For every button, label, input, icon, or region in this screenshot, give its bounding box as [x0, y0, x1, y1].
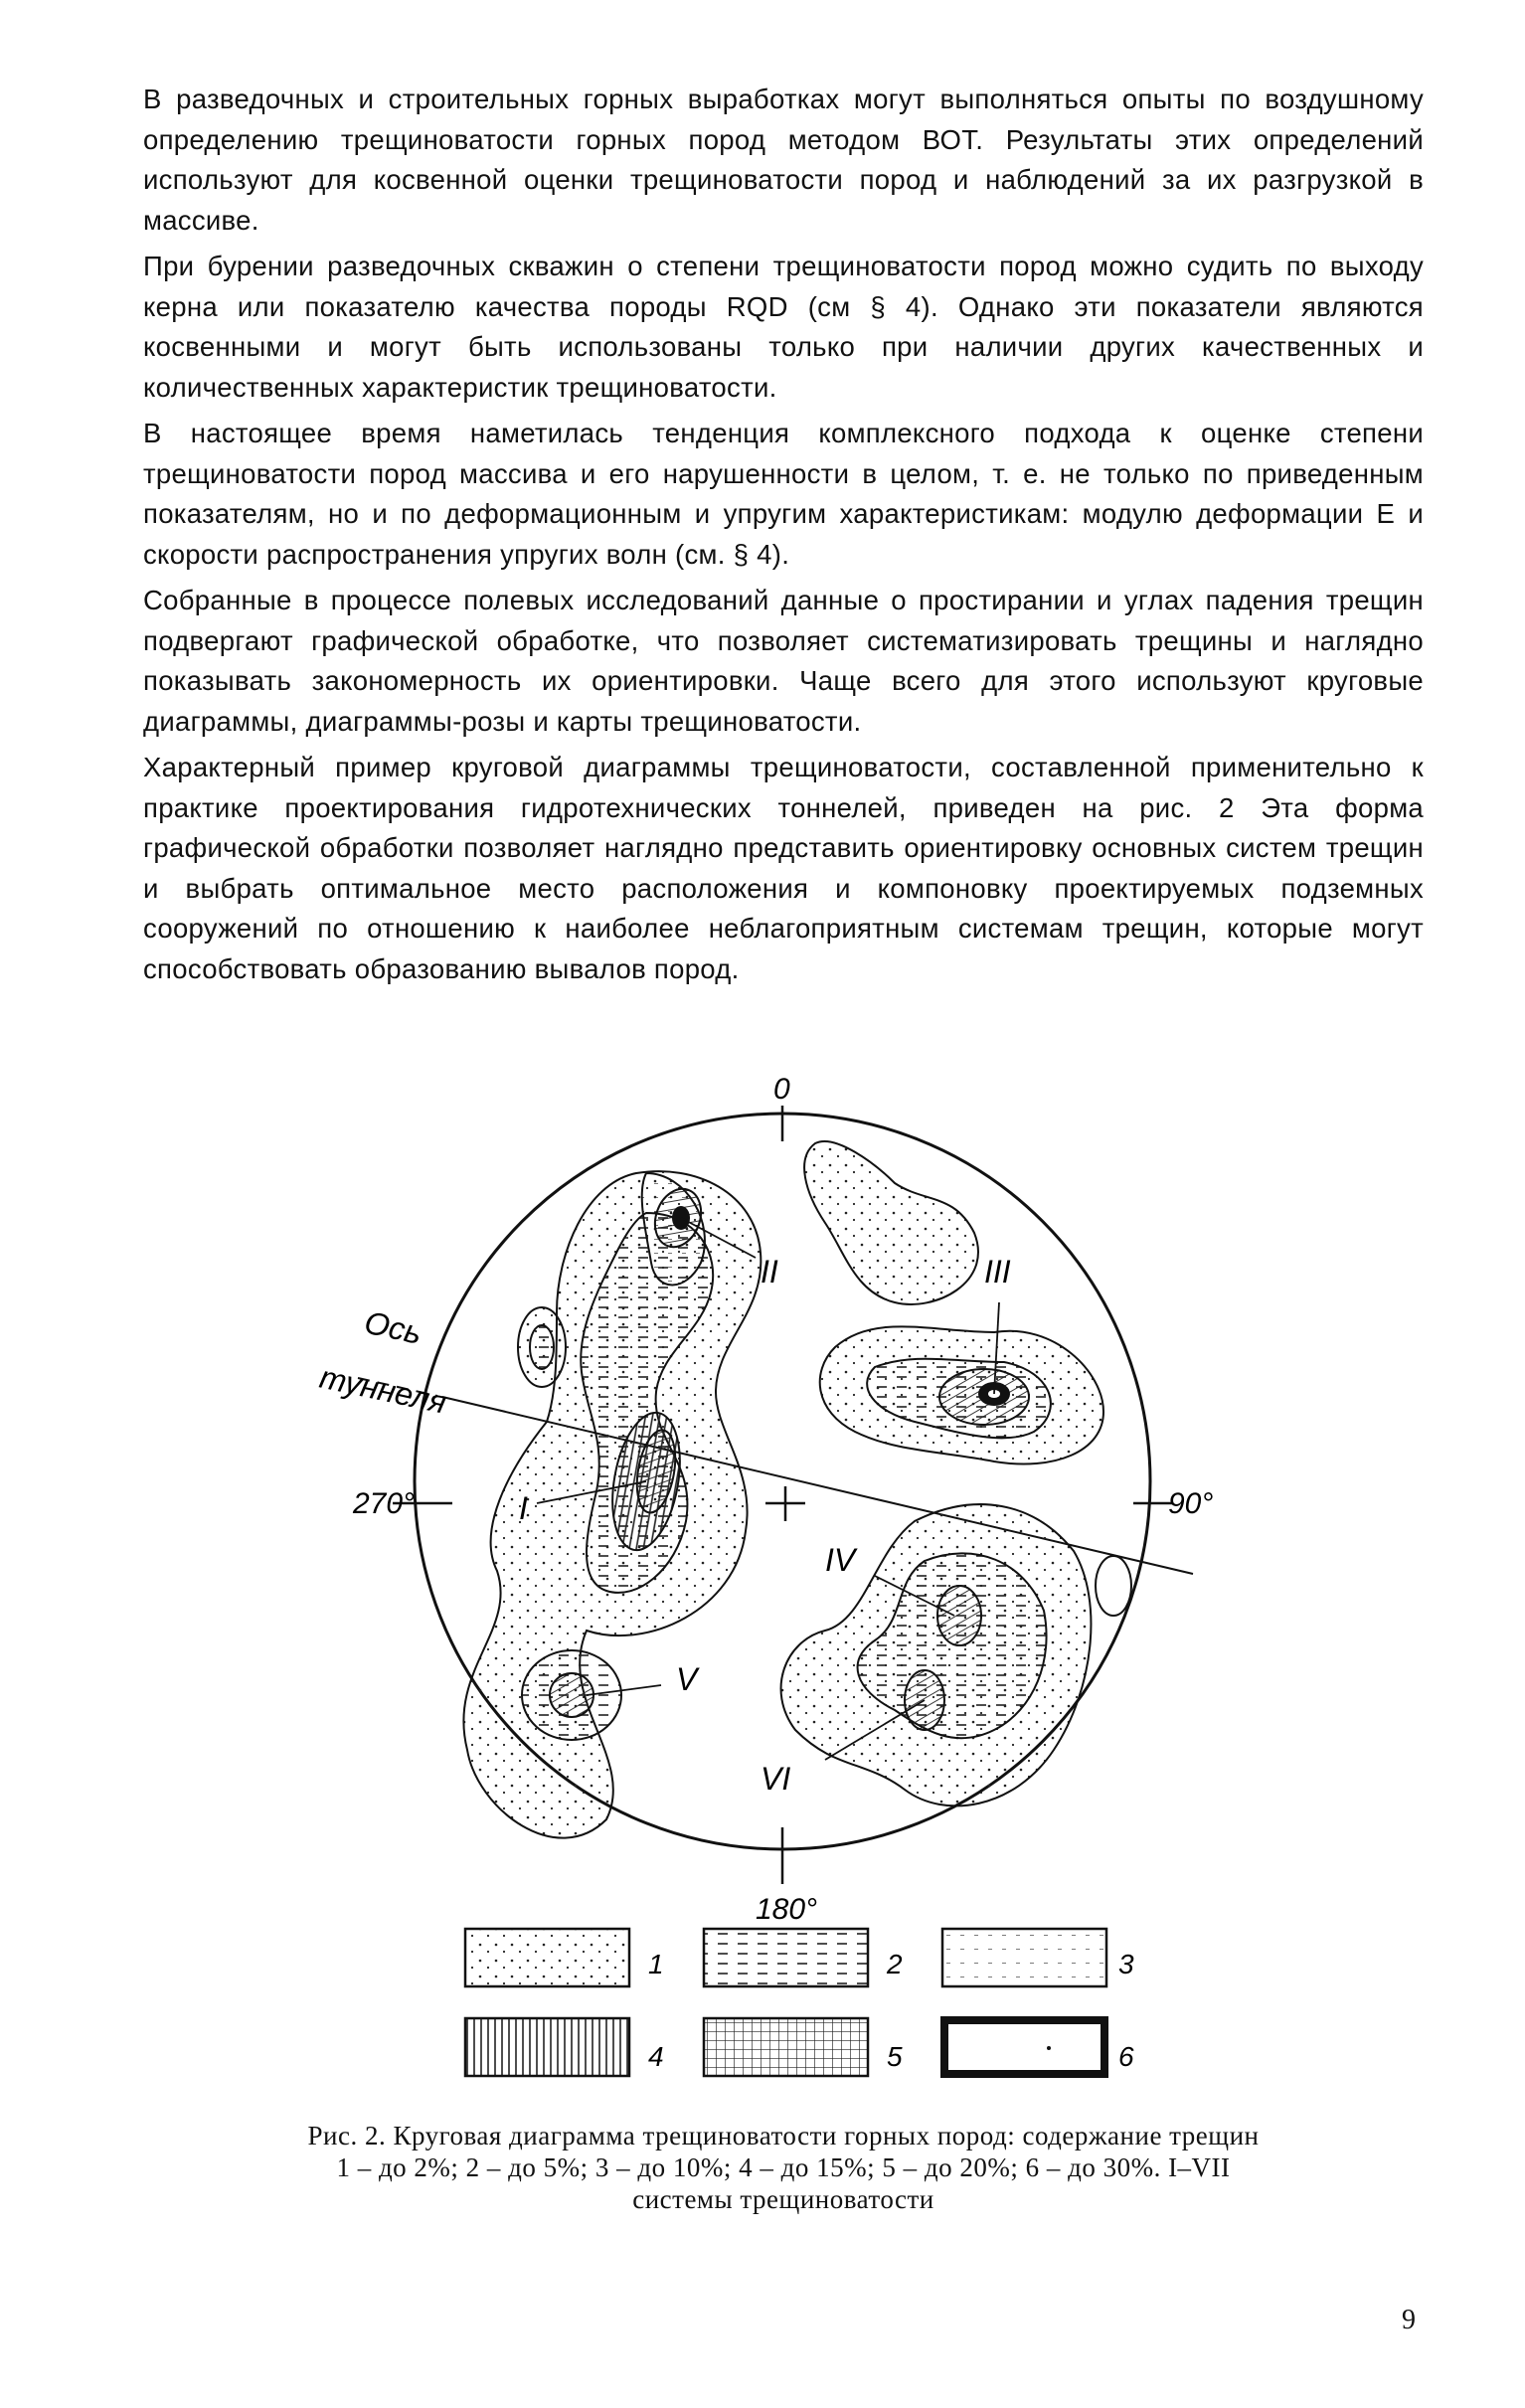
- paragraph-1: В разведочных и строительных горных выработках могут выполняться опыты по воздушному определению трещиноватости горных пород методом ВОТ. Результаты этих определений используют для косвенной оценки трещиноватости пород и наблюдений за их разгрузкой в массиве.: [143, 84, 1424, 236]
- paragraph-5: Характерный пример круговой диаграммы трещиноватости, составленной применительно к практике проектирования гидротехнических тоннелей, приведен на рис. 2 Эта форма графической обработки позволяет наглядно представить ориентировку основных систем трещин и выбрать оптимальное место расположения и компоновку проектируемых подземных сооружений по отношению к наиболее неблагоприятным системам трещин, которые могут способствовать образованию вывалов пород.: [143, 752, 1424, 984]
- label-90: 90°: [1168, 1487, 1214, 1520]
- system-label-I: I: [519, 1490, 528, 1526]
- caption-line-3: системы трещиноватости: [632, 2184, 934, 2214]
- system-label-II: II: [761, 1254, 778, 1290]
- axis-label-2: туннеля: [316, 1358, 450, 1421]
- legend-label-4: 4: [648, 2041, 664, 2072]
- page-number: 9: [1402, 2305, 1416, 2335]
- label-270: 270°: [353, 1487, 416, 1520]
- system-label-IV: IV: [825, 1542, 856, 1578]
- legend: [465, 1929, 1134, 2076]
- figure-caption: [143, 2120, 1424, 2215]
- paragraph-3: В настоящее время наметилась тенденция комплексного подхода к оценке степени трещиноватости пород массива и его нарушенности в целом, т. е. не только по приведенным показателям, но и по деформационным и упругим характеристикам: модулю деформации E и скорости распространения упругих волн (см. § 4).: [143, 418, 1424, 570]
- legend-label-6: 6: [1118, 2041, 1134, 2072]
- system-label-III: III: [984, 1254, 1011, 1290]
- legend-label-2: 2: [887, 1949, 903, 1979]
- caption-line-1: Рис. 2. Круговая диаграмма трещиноватости горных пород: содержание трещин: [307, 2121, 1260, 2150]
- axis-label-1: Ось: [361, 1303, 425, 1351]
- legend-label-3: 3: [1118, 1949, 1134, 1979]
- label-0: 0: [773, 1073, 790, 1106]
- system-label-VI: VI: [761, 1761, 791, 1797]
- legend-label-1: 1: [648, 1949, 664, 1979]
- paragraph-4: Собранные в процессе полевых исследований данные о простирании и углах падения трещин подвергают графической обработке, что позволяет систематизировать трещины и наглядно показывать закономерность их ориентировки. Чаще всего для этого используют круговые диаграммы, диаграммы-розы и карты трещиноватости.: [143, 585, 1424, 737]
- label-180: 180°: [756, 1893, 818, 1926]
- paragraph-2: При бурении разведочных скважин о степени трещиноватости пород можно судить по выходу керна или показателю качества породы RQD (см § 4). Однако эти показатели являются косвенными и могут быть использованы только при наличии других качественных и количественных характеристик трещиноватости.: [143, 251, 1424, 403]
- caption-line-2: 1 – до 2%; 2 – до 5%; 3 – до 10%; 4 – до 15%; 5 – до 20%; 6 – до 30%. I–VII: [336, 2152, 1231, 2182]
- system-label-V: V: [676, 1661, 698, 1697]
- legend-label-5: 5: [887, 2041, 903, 2072]
